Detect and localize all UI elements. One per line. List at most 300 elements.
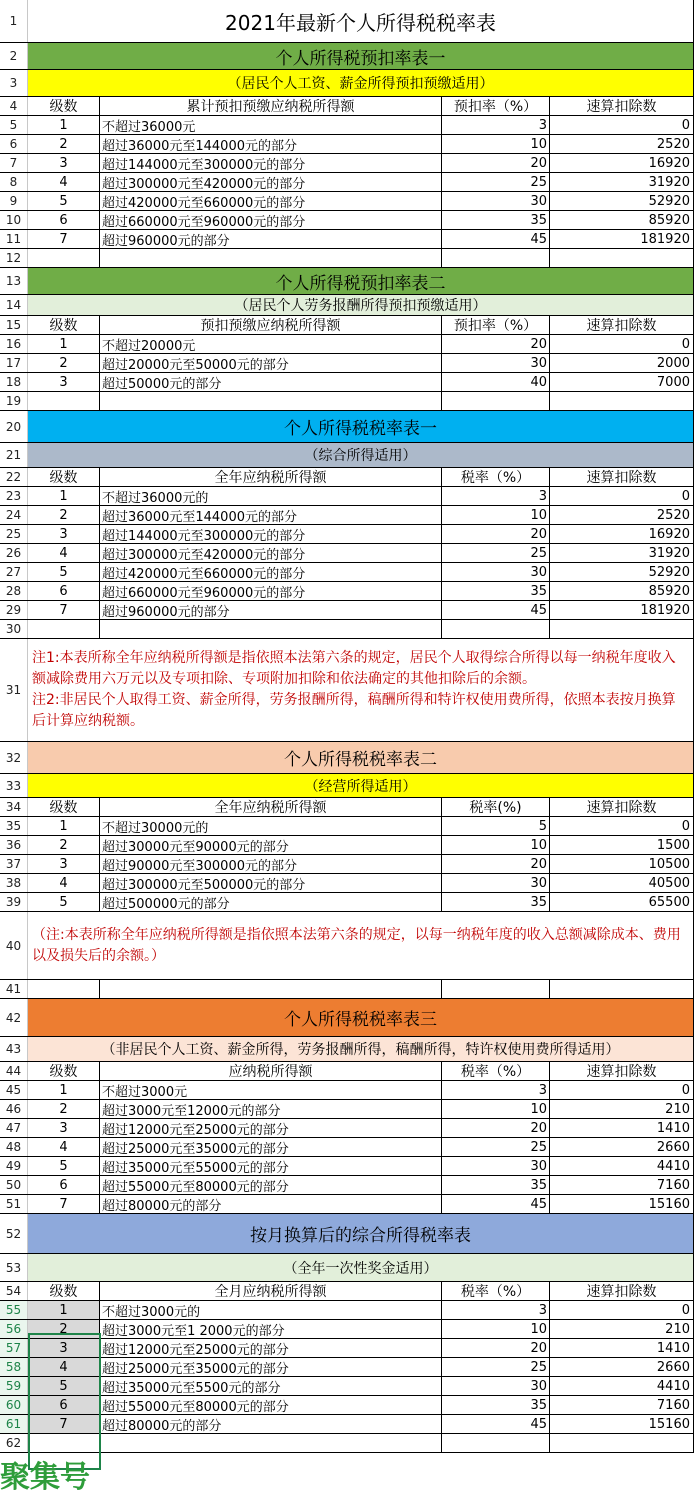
table-cell[interactable]: 1 — [28, 487, 100, 505]
table-cell[interactable]: 不超过20000元 — [100, 335, 442, 353]
table-cell[interactable]: 超过36000元至144000元的部分 — [100, 506, 442, 524]
table-cell[interactable]: 超过90000元至300000元的部分 — [100, 855, 442, 873]
column-header[interactable]: 应纳税所得额 — [100, 1062, 442, 1080]
sheet-row — [0, 354, 694, 373]
table-cell[interactable]: 3 — [28, 1339, 100, 1357]
table-cell[interactable]: 10500 — [550, 855, 694, 873]
row-number[interactable]: 17 — [0, 354, 28, 372]
table-cell[interactable]: 31920 — [550, 173, 694, 191]
table-cell[interactable]: 1410 — [550, 1119, 694, 1137]
table-cell[interactable]: 超过12000元至25000元的部分 — [100, 1119, 442, 1137]
table-cell[interactable]: 3 — [442, 487, 550, 505]
table-cell[interactable]: 超过36000元至144000元的部分 — [100, 135, 442, 153]
table-cell[interactable] — [100, 980, 442, 998]
table-cell[interactable]: 40500 — [550, 874, 694, 892]
row-number[interactable]: 36 — [0, 836, 28, 854]
table-cell[interactable] — [442, 249, 550, 267]
row-number[interactable]: 32 — [0, 742, 28, 773]
column-header[interactable]: 级数 — [28, 97, 100, 115]
table-cell[interactable]: 超过25000元至35000元的部分 — [100, 1138, 442, 1156]
row-number[interactable]: 33 — [0, 774, 28, 797]
column-header[interactable]: 税率（%） — [442, 468, 550, 486]
table-cell[interactable]: 超过420000元至660000元的部分 — [100, 563, 442, 581]
table-cell[interactable]: 5 — [28, 1157, 100, 1175]
column-header[interactable]: 级数 — [28, 1282, 100, 1300]
table-cell[interactable]: 85920 — [550, 582, 694, 600]
table-cell[interactable]: 35 — [442, 1176, 550, 1194]
table-cell[interactable]: 2 — [28, 135, 100, 153]
table-cell[interactable]: 6 — [28, 1176, 100, 1194]
table-cell[interactable]: 5 — [28, 893, 100, 911]
table-cell[interactable]: 52920 — [550, 563, 694, 581]
column-header[interactable]: 级数 — [28, 316, 100, 334]
column-header[interactable]: 级数 — [28, 468, 100, 486]
table-cell[interactable] — [442, 620, 550, 638]
table-cell[interactable]: 1 — [28, 817, 100, 835]
table-cell[interactable]: 10 — [442, 836, 550, 854]
table-cell[interactable]: 7160 — [550, 1396, 694, 1414]
table-cell[interactable]: 超过12000元至25000元的部分 — [100, 1339, 442, 1357]
table-cell[interactable]: 45 — [442, 1415, 550, 1433]
row-number[interactable]: 13 — [0, 268, 28, 294]
row-number[interactable]: 25 — [0, 525, 28, 543]
row-number[interactable]: 62 — [0, 1434, 28, 1452]
table-cell[interactable]: 不超过3000元 — [100, 1081, 442, 1099]
sheet-row — [0, 154, 694, 173]
column-header[interactable]: 级数 — [28, 1062, 100, 1080]
sheet-row — [0, 411, 694, 443]
row-number[interactable]: 47 — [0, 1119, 28, 1137]
table-cell[interactable]: 0 — [550, 1081, 694, 1099]
row-number[interactable]: 22 — [0, 468, 28, 486]
table-cell[interactable]: 45 — [442, 1195, 550, 1213]
sheet-row — [0, 506, 694, 525]
sheet-row — [0, 268, 694, 295]
row-number[interactable]: 26 — [0, 544, 28, 562]
sheet-row — [0, 373, 694, 392]
row-number[interactable]: 55 — [0, 1301, 28, 1319]
table-cell[interactable]: 5 — [28, 1377, 100, 1395]
column-header[interactable]: 全月应纳税所得额 — [100, 1282, 442, 1300]
table-cell[interactable]: 超过300000元至500000元的部分 — [100, 874, 442, 892]
row-number[interactable]: 9 — [0, 192, 28, 210]
row-number[interactable]: 42 — [0, 999, 28, 1036]
sheet-row — [0, 116, 694, 135]
table-cell[interactable]: 1410 — [550, 1339, 694, 1357]
row-number[interactable]: 10 — [0, 211, 28, 229]
table-cell[interactable]: 2 — [28, 506, 100, 524]
table-cell[interactable]: 3 — [442, 1301, 550, 1319]
row-number[interactable]: 3 — [0, 70, 28, 96]
row-number[interactable]: 11 — [0, 230, 28, 248]
table-cell[interactable]: 7 — [28, 230, 100, 248]
table-cell[interactable] — [28, 980, 100, 998]
column-header[interactable]: 预扣预缴应纳税所得额 — [100, 316, 442, 334]
table-cell[interactable]: 3 — [442, 1081, 550, 1099]
row-number[interactable]: 18 — [0, 373, 28, 391]
row-number[interactable]: 38 — [0, 874, 28, 892]
row-number[interactable]: 39 — [0, 893, 28, 911]
sheet-row — [0, 392, 694, 411]
table-cell[interactable]: 20 — [442, 1119, 550, 1137]
table-cell[interactable]: 超过3000元至1 2000元的部分 — [100, 1320, 442, 1338]
table-cell[interactable]: 7 — [28, 601, 100, 619]
table-cell[interactable]: 20 — [442, 855, 550, 873]
table-cell[interactable]: 0 — [550, 487, 694, 505]
table-cell[interactable]: 7000 — [550, 373, 694, 391]
sheet-title[interactable]: 2021年最新个人所得税税率表 — [28, 0, 694, 42]
table-subtitle[interactable]: （经营所得适用） — [28, 774, 694, 797]
table-subtitle[interactable]: （居民个人劳务报酬所得预扣预缴适用） — [28, 295, 694, 315]
table-cell[interactable]: 超过960000元的部分 — [100, 601, 442, 619]
row-number[interactable]: 20 — [0, 411, 28, 442]
table-cell[interactable]: 超过20000元至50000元的部分 — [100, 354, 442, 372]
row-number[interactable]: 50 — [0, 1176, 28, 1194]
table-cell[interactable]: 3 — [442, 116, 550, 134]
row-number[interactable]: 40 — [0, 912, 28, 979]
table-cell[interactable]: 210 — [550, 1100, 694, 1118]
table-cell[interactable]: 210 — [550, 1320, 694, 1338]
table-cell[interactable]: 4 — [28, 544, 100, 562]
sheet-row — [0, 335, 694, 354]
table-subtitle[interactable]: （居民个人工资、薪金所得预扣预缴适用） — [28, 70, 694, 96]
table-cell[interactable] — [550, 249, 694, 267]
column-header[interactable]: 税率（%） — [442, 1062, 550, 1080]
table-cell[interactable]: 20 — [442, 1339, 550, 1357]
table-cell[interactable]: 超过660000元至960000元的部分 — [100, 211, 442, 229]
row-number[interactable]: 8 — [0, 173, 28, 191]
table-cell[interactable]: 3 — [28, 855, 100, 873]
table-cell[interactable]: 2000 — [550, 354, 694, 372]
table-cell[interactable]: 30 — [442, 563, 550, 581]
table-cell[interactable]: 181920 — [550, 601, 694, 619]
table-cell[interactable]: 6 — [28, 582, 100, 600]
table-cell[interactable]: 不超过3000元的 — [100, 1301, 442, 1319]
table-cell[interactable]: 20 — [442, 335, 550, 353]
table-cell[interactable]: 1500 — [550, 836, 694, 854]
table-title[interactable]: 按月换算后的综合所得税率表 — [28, 1214, 694, 1253]
table-cell[interactable] — [100, 249, 442, 267]
row-number[interactable]: 49 — [0, 1157, 28, 1175]
table-subtitle[interactable]: （全年一次性奖金适用） — [28, 1254, 694, 1281]
table-cell[interactable]: 35 — [442, 211, 550, 229]
row-number[interactable]: 21 — [0, 443, 28, 467]
row-number[interactable]: 35 — [0, 817, 28, 835]
table-cell[interactable] — [28, 249, 100, 267]
table-cell[interactable]: 10 — [442, 135, 550, 153]
table-cell[interactable]: 31920 — [550, 544, 694, 562]
sheet-row — [0, 1157, 694, 1176]
table-cell[interactable] — [28, 620, 100, 638]
sheet-row — [0, 173, 694, 192]
row-number[interactable]: 59 — [0, 1377, 28, 1395]
table-cell[interactable]: 超过30000元至90000元的部分 — [100, 836, 442, 854]
table-cell[interactable]: 2520 — [550, 135, 694, 153]
column-header[interactable]: 全年应纳税所得额 — [100, 468, 442, 486]
table-cell[interactable]: 2660 — [550, 1138, 694, 1156]
table-cell[interactable]: 超过35000元至5500元的部分 — [100, 1377, 442, 1395]
sheet-row — [0, 544, 694, 563]
table-cell[interactable]: 超过660000元至960000元的部分 — [100, 582, 442, 600]
table-cell[interactable]: 不超过36000元 — [100, 116, 442, 134]
row-number[interactable]: 56 — [0, 1320, 28, 1338]
row-number[interactable]: 16 — [0, 335, 28, 353]
table-cell[interactable] — [442, 392, 550, 410]
row-number[interactable]: 34 — [0, 798, 28, 816]
table-cell[interactable]: 30 — [442, 1377, 550, 1395]
table-cell[interactable] — [442, 1434, 550, 1452]
table-cell[interactable]: 20 — [442, 525, 550, 543]
sheet-row — [0, 525, 694, 544]
table-cell[interactable]: 超过300000元至420000元的部分 — [100, 173, 442, 191]
table-cell[interactable]: 35 — [442, 1396, 550, 1414]
table-cell[interactable] — [100, 1434, 442, 1452]
table-cell[interactable]: 52920 — [550, 192, 694, 210]
table-cell[interactable] — [550, 980, 694, 998]
sheet-row — [0, 43, 694, 70]
table-cell[interactable]: 65500 — [550, 893, 694, 911]
table-cell[interactable] — [442, 980, 550, 998]
table-cell[interactable]: 0 — [550, 116, 694, 134]
table-cell[interactable]: 40 — [442, 373, 550, 391]
table-cell[interactable]: 15160 — [550, 1195, 694, 1213]
table-title[interactable]: 个人所得税税率表二 — [28, 742, 694, 773]
column-header[interactable]: 累计预扣预缴应纳税所得额 — [100, 97, 442, 115]
sheet-row — [0, 582, 694, 601]
table-cell[interactable]: 超过300000元至420000元的部分 — [100, 544, 442, 562]
row-number[interactable]: 53 — [0, 1254, 28, 1281]
table-title[interactable]: 个人所得税预扣率表二 — [28, 268, 694, 294]
note-block[interactable]: 注1:本表所称全年应纳税所得额是指依照本法第六条的规定，居民个人取得综合所得以每一纳税年度收入额减除费用六万元以及专项扣除、专项附加扣除和依法确定的其他扣除后的余额。 注2:非居民个人取得工资、薪金所得，劳务报酬所得，稿酬所得和特许权使用费所得，依照本表按月换算后计算应纳税额。 — [28, 639, 694, 741]
table-title[interactable]: 个人所得税税率表一 — [28, 411, 694, 442]
table-cell[interactable]: 4 — [28, 1358, 100, 1376]
row-number[interactable]: 43 — [0, 1037, 28, 1061]
table-cell[interactable]: 3 — [28, 1119, 100, 1137]
row-number[interactable]: 14 — [0, 295, 28, 315]
table-cell[interactable]: 0 — [550, 1301, 694, 1319]
row-number[interactable]: 31 — [0, 639, 28, 741]
table-cell[interactable]: 30 — [442, 354, 550, 372]
table-cell[interactable]: 7 — [28, 1195, 100, 1213]
row-number[interactable]: 54 — [0, 1282, 28, 1300]
table-cell[interactable] — [550, 1434, 694, 1452]
table-cell[interactable] — [550, 392, 694, 410]
table-cell[interactable]: 2 — [28, 354, 100, 372]
sheet-row — [0, 0, 694, 43]
table-cell[interactable]: 45 — [442, 601, 550, 619]
row-number[interactable]: 52 — [0, 1214, 28, 1253]
table-cell[interactable]: 15160 — [550, 1415, 694, 1433]
table-title[interactable]: 个人所得税税率表三 — [28, 999, 694, 1036]
table-cell[interactable]: 超过80000元的部分 — [100, 1415, 442, 1433]
row-number[interactable]: 15 — [0, 316, 28, 334]
table-cell[interactable]: 超过25000元至35000元的部分 — [100, 1358, 442, 1376]
column-header[interactable]: 速算扣除数 — [550, 97, 694, 115]
column-header[interactable]: 速算扣除数 — [550, 798, 694, 816]
row-number[interactable]: 46 — [0, 1100, 28, 1118]
row-number[interactable]: 51 — [0, 1195, 28, 1213]
table-cell[interactable]: 7160 — [550, 1176, 694, 1194]
column-header[interactable]: 预扣率（%） — [442, 97, 550, 115]
table-cell[interactable]: 0 — [550, 817, 694, 835]
row-number[interactable]: 12 — [0, 249, 28, 267]
row-number[interactable]: 41 — [0, 980, 28, 998]
row-number[interactable]: 28 — [0, 582, 28, 600]
row-number[interactable]: 1 — [0, 0, 28, 42]
table-cell[interactable]: 2520 — [550, 506, 694, 524]
sheet-row — [0, 1081, 694, 1100]
table-cell[interactable] — [550, 620, 694, 638]
sheet-row — [0, 1138, 694, 1157]
table-cell[interactable]: 35 — [442, 582, 550, 600]
table-cell[interactable]: 不超过36000元的 — [100, 487, 442, 505]
table-cell[interactable]: 超过55000元至80000元的部分 — [100, 1176, 442, 1194]
row-number[interactable]: 44 — [0, 1062, 28, 1080]
table-cell[interactable]: 4410 — [550, 1157, 694, 1175]
table-cell[interactable]: 2660 — [550, 1358, 694, 1376]
row-number[interactable]: 6 — [0, 135, 28, 153]
sheet-row — [0, 980, 694, 999]
row-number[interactable]: 48 — [0, 1138, 28, 1156]
table-cell[interactable]: 2 — [28, 836, 100, 854]
table-cell[interactable]: 25 — [442, 173, 550, 191]
table-cell[interactable]: 16920 — [550, 154, 694, 172]
table-cell[interactable]: 超过50000元的部分 — [100, 373, 442, 391]
column-header[interactable]: 税率(%) — [442, 798, 550, 816]
column-header[interactable]: 速算扣除数 — [550, 468, 694, 486]
table-cell[interactable]: 10 — [442, 1100, 550, 1118]
table-title[interactable]: 个人所得税预扣率表一 — [28, 43, 694, 69]
table-cell[interactable]: 2 — [28, 1100, 100, 1118]
table-cell[interactable]: 4 — [28, 1138, 100, 1156]
table-cell[interactable]: 30 — [442, 874, 550, 892]
table-cell[interactable]: 1 — [28, 335, 100, 353]
table-cell[interactable]: 3 — [28, 154, 100, 172]
column-header[interactable]: 全年应纳税所得额 — [100, 798, 442, 816]
sheet-row — [0, 70, 694, 97]
table-cell[interactable]: 181920 — [550, 230, 694, 248]
sheet-row — [0, 836, 694, 855]
sheet-row — [0, 443, 694, 468]
table-cell[interactable]: 超过80000元的部分 — [100, 1195, 442, 1213]
sheet-row — [0, 316, 694, 335]
row-number[interactable]: 24 — [0, 506, 28, 524]
row-number[interactable]: 57 — [0, 1339, 28, 1357]
table-cell[interactable]: 超过35000元至55000元的部分 — [100, 1157, 442, 1175]
row-number[interactable]: 2 — [0, 43, 28, 69]
table-cell[interactable]: 25 — [442, 544, 550, 562]
column-header[interactable]: 预扣率（%） — [442, 316, 550, 334]
table-cell[interactable]: 30 — [442, 1157, 550, 1175]
sheet-row — [0, 135, 694, 154]
row-number[interactable]: 4 — [0, 97, 28, 115]
note-block[interactable]: （注:本表所称全年应纳税所得额是指依照本法第六条的规定，以每一纳税年度的收入总额减除成本、费用以及损失后的余额。） — [28, 912, 694, 979]
table-cell[interactable]: 16920 — [550, 525, 694, 543]
table-cell[interactable]: 超过55000元至80000元的部分 — [100, 1396, 442, 1414]
table-cell[interactable]: 超过420000元至660000元的部分 — [100, 192, 442, 210]
row-number[interactable]: 37 — [0, 855, 28, 873]
column-header[interactable]: 速算扣除数 — [550, 316, 694, 334]
table-cell[interactable]: 25 — [442, 1358, 550, 1376]
table-cell[interactable]: 2 — [28, 1320, 100, 1338]
table-cell[interactable]: 1 — [28, 116, 100, 134]
row-number[interactable]: 45 — [0, 1081, 28, 1099]
table-cell[interactable]: 5 — [442, 817, 550, 835]
table-cell[interactable] — [100, 620, 442, 638]
sheet-row — [0, 999, 694, 1037]
table-cell[interactable]: 超过500000元的部分 — [100, 893, 442, 911]
column-header[interactable]: 速算扣除数 — [550, 1282, 694, 1300]
sheet-row — [0, 874, 694, 893]
table-cell[interactable]: 1 — [28, 1301, 100, 1319]
sheet-row — [0, 774, 694, 798]
table-cell[interactable] — [28, 1434, 100, 1452]
table-cell[interactable]: 5 — [28, 563, 100, 581]
table-cell[interactable]: 6 — [28, 1396, 100, 1414]
column-header[interactable]: 税率（%） — [442, 1282, 550, 1300]
table-cell[interactable] — [100, 392, 442, 410]
sheet-row — [0, 487, 694, 506]
row-number[interactable]: 19 — [0, 392, 28, 410]
row-number[interactable]: 27 — [0, 563, 28, 581]
table-cell[interactable]: 超过144000元至300000元的部分 — [100, 525, 442, 543]
row-number[interactable]: 5 — [0, 116, 28, 134]
row-number[interactable]: 58 — [0, 1358, 28, 1376]
table-cell[interactable]: 20 — [442, 154, 550, 172]
sheet-row — [0, 1301, 694, 1320]
sheet-row — [0, 563, 694, 582]
table-cell[interactable]: 25 — [442, 1138, 550, 1156]
row-number[interactable]: 30 — [0, 620, 28, 638]
column-header[interactable]: 速算扣除数 — [550, 1062, 694, 1080]
table-cell[interactable]: 4 — [28, 874, 100, 892]
table-cell[interactable]: 0 — [550, 335, 694, 353]
table-cell[interactable]: 超过960000元的部分 — [100, 230, 442, 248]
table-subtitle[interactable]: （综合所得适用） — [28, 443, 694, 467]
table-cell[interactable]: 6 — [28, 211, 100, 229]
row-number[interactable]: 60 — [0, 1396, 28, 1414]
table-cell[interactable]: 30 — [442, 192, 550, 210]
table-cell[interactable]: 85920 — [550, 211, 694, 229]
row-number[interactable]: 61 — [0, 1415, 28, 1433]
table-cell[interactable]: 4 — [28, 173, 100, 191]
table-cell[interactable]: 3 — [28, 373, 100, 391]
table-cell[interactable]: 7 — [28, 1415, 100, 1433]
table-cell[interactable]: 超过3000元至12000元的部分 — [100, 1100, 442, 1118]
table-subtitle[interactable]: （非居民个人工资、薪金所得，劳务报酬所得，稿酬所得，特许权使用费所得适用） — [28, 1037, 694, 1061]
sheet-row — [0, 798, 694, 817]
table-cell[interactable]: 超过144000元至300000元的部分 — [100, 154, 442, 172]
table-cell[interactable]: 10 — [442, 1320, 550, 1338]
sheet-row — [0, 1176, 694, 1195]
row-number[interactable]: 7 — [0, 154, 28, 172]
table-cell[interactable]: 10 — [442, 506, 550, 524]
table-cell[interactable]: 1 — [28, 1081, 100, 1099]
table-cell[interactable]: 4410 — [550, 1377, 694, 1395]
sheet-row — [0, 1434, 694, 1453]
table-cell[interactable]: 3 — [28, 525, 100, 543]
table-cell[interactable] — [28, 392, 100, 410]
sheet-row — [0, 295, 694, 316]
table-cell[interactable]: 5 — [28, 192, 100, 210]
table-cell[interactable]: 45 — [442, 230, 550, 248]
sheet-row — [0, 1415, 694, 1434]
table-cell[interactable]: 不超过30000元的 — [100, 817, 442, 835]
row-number[interactable]: 29 — [0, 601, 28, 619]
row-number[interactable]: 23 — [0, 487, 28, 505]
table-cell[interactable]: 35 — [442, 893, 550, 911]
column-header[interactable]: 级数 — [28, 798, 100, 816]
